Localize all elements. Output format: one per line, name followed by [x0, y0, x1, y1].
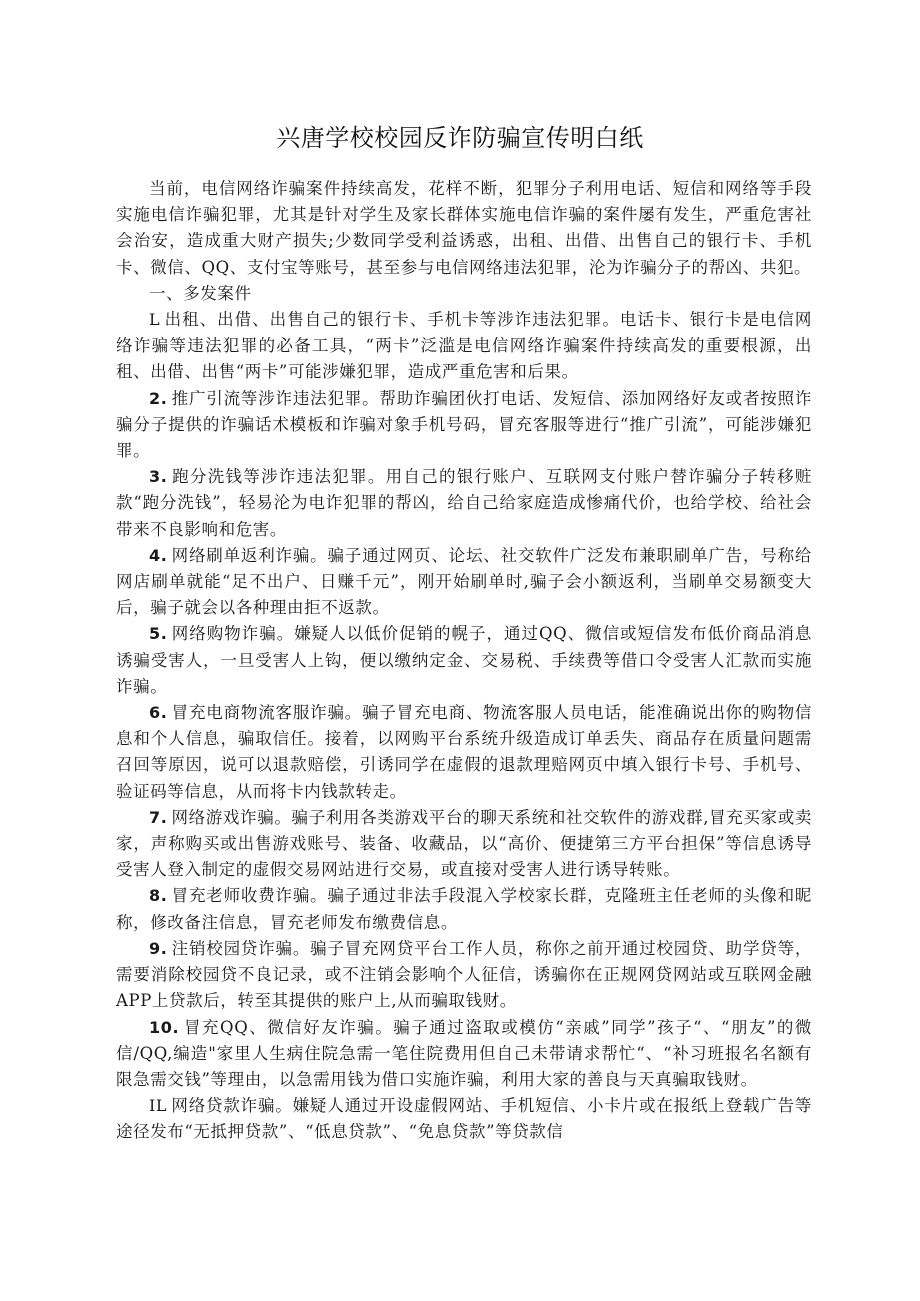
list-item	[116, 307, 812, 386]
item-text: 冒充电商物流客服诈骗。骗子冒充电商、物流客服人员电话，能准确说出你的购物信息和个人信息，骗取信任。接着，以网购平台系统升级造成订单丢失、商品存在质量问题需召回等原因，说可以退款赔偿，引诱同学在虚假的退款理赔网页中填入银行卡号、手机号、验证码等信息，从而将卡内钱款转走。	[116, 703, 812, 801]
list-item	[116, 386, 812, 465]
item-text: 注销校园贷诈骗。骗子冒充网贷平台工作人员，称你之前开通过校园贷、助学贷等，需要消除校园贷不良记录，或不注销会影响个人征信，诱骗你在正规网贷网站或互联网金融APP上贷款后，转至其提供的账户上,从而骗取钱财。	[116, 938, 812, 1011]
item-number: IL	[149, 1096, 168, 1116]
item-text: 网络贷款诈骗。嫌疑人通过开设虚假网站、手机短信、小卡片或在报纸上登载广告等途径发布“无抵押贷款”、“低息贷款”、“免息贷款”等贷款信	[116, 1096, 812, 1142]
section-heading: 一、多发案件	[149, 283, 252, 303]
list-item	[116, 700, 812, 805]
item-number: 4.	[149, 545, 168, 565]
list-item	[116, 936, 812, 1015]
item-number: L	[149, 310, 161, 330]
item-text: 冒充老师收费诈骗。骗子通过非法手段混入学校家长群，克隆班主任老师的头像和昵称，修改备注信息，冒充老师发布缴费信息。	[116, 886, 812, 932]
item-number: 10.	[149, 1017, 180, 1037]
intro-paragraph: 当前，电信网络诈骗案件持续高发，花样不断，犯罪分子利用电话、短信和网络等手段实施电信诈骗犯罪，尤其是针对学生及家长群体实施电信诈骗的案件屡有发生，严重危害社会治安，造成重大财产损失;少数同学受利益诱惑，出租、出借、出售自己的银行卡、手机卡、微信、QQ、支付宝等账号，甚至参与电信网络违法犯罪，沦为诈骗分子的帮凶、共犯。	[116, 179, 812, 277]
item-number: 5.	[149, 624, 168, 644]
item-number: 2.	[149, 388, 168, 408]
item-number: 7.	[149, 807, 168, 827]
item-number: 3.	[149, 467, 168, 487]
item-number: 8.	[149, 886, 168, 906]
list-item	[116, 543, 812, 622]
item-text: 推广引流等涉诈违法犯罪。帮助诈骗团伙打电话、发短信、添加网络好友或者按照诈骗分子提供的诈骗话术模板和诈骗对象手机号码，冒充客服等进行“推广引流”，可能涉嫌犯罪。	[116, 388, 812, 461]
list-item	[116, 805, 812, 884]
item-text: 网络刷单返利诈骗。骗子通过网页、论坛、社交软件广泛发布兼职刷单广告，号称给网店刷单就能“足不出户、日赚千元”，刚开始刷单时,骗子会小额返利，当刷单交易额变大后，骗子就会以各种理由拒不返款。	[116, 545, 812, 618]
item-number: 6.	[149, 703, 168, 723]
list-item	[116, 464, 812, 543]
list-item	[116, 621, 812, 700]
item-number: 9.	[149, 938, 168, 958]
list-item	[116, 1015, 812, 1094]
document-body	[116, 176, 812, 1146]
list-item	[116, 1093, 812, 1145]
item-text: 网络购物诈骗。嫌疑人以低价促销的幌子，通过QQ、微信或短信发布低价商品消息诱骗受害人，一旦受害人上钩，便以缴纳定金、交易税、手续费等借口令受害人汇款而实施诈骗。	[116, 624, 812, 696]
item-text: 网络游戏诈骗。骗子利用各类游戏平台的聊天系统和社交软件的游戏群,冒充买家或卖家，声称购买或出售游戏账号、装备、收藏品，以“高价、便捷第三方平台担保”等信息诱导受害人登入制定的虚假交易网站进行交易，或直接对受害人进行诱导转账。	[116, 807, 812, 880]
document-title: 兴唐学校校园反诈防骗宣传明白纸	[276, 124, 644, 152]
item-text: 跑分洗钱等涉诈违法犯罪。用自己的银行账户、互联网支付账户替诈骗分子转移赃款“跑分洗钱”，轻易沦为电诈犯罪的帮凶，给自己给家庭造成惨痛代价，也给学校、给社会带来不良影响和危害。	[116, 467, 812, 539]
item-text: 冒充QQ、微信好友诈骗。骗子通过盗取或模仿“亲戚”同学”孩子“、“朋友”的微信/QQ,编造"家里人生病住院急需一笔住院费用但自己未带请求帮忙“、“补习班报名名额有限急需交钱”等理由，以急需用钱为借口实施诈骗，利用大家的善良与天真骗取钱财。	[116, 1017, 812, 1089]
list-item	[116, 883, 812, 935]
item-text: 出租、出借、出售自己的银行卡、手机卡等涉诈违法犯罪。电话卡、银行卡是电信网络诈骗等违法犯罪的必备工具，“两卡”泛滥是电信网络诈骗案件持续高发的重要根源，出租、出借、出售“两卡”可能涉嫌犯罪，造成严重危害和后果。	[116, 310, 812, 382]
